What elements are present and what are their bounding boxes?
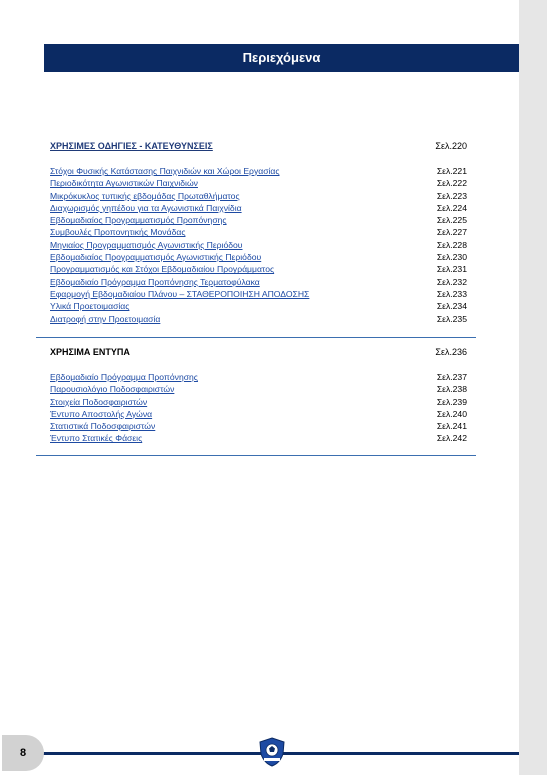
toc-entry[interactable] xyxy=(50,214,468,226)
toc-entry-link[interactable]: Έντυπο Αποστολής Αγώνα xyxy=(50,408,153,419)
viewer-margin xyxy=(519,0,547,775)
toc-entry-page: Σελ.232 xyxy=(436,276,467,287)
toc-list xyxy=(50,371,468,445)
toc-entry-link[interactable]: Διαχωρισμός γηπέδου για τα Αγωνιστικά Παιχνίδια xyxy=(50,202,242,213)
football-club-shield-icon xyxy=(256,736,288,768)
toc-entry[interactable] xyxy=(50,408,468,420)
toc-entry[interactable] xyxy=(50,263,468,275)
toc-entry-link[interactable]: Εφαρμογή Εβδομαδιαίου Πλάνου – ΣΤΑΘΕΡΟΠΟΙΗΣΗ ΑΠΟΔΟΣΗΣ xyxy=(50,288,310,299)
toc-entry[interactable] xyxy=(50,300,468,312)
toc-section-heading xyxy=(50,346,468,358)
toc-section-guidelines xyxy=(50,140,468,325)
toc-heading-page: Σελ.236 xyxy=(435,347,467,357)
toc-entry-link[interactable]: Μηνιαίος Προγραμματισμός Αγωνιστικής Περιόδου xyxy=(50,239,243,250)
toc-entry[interactable] xyxy=(50,276,468,288)
toc-entry[interactable] xyxy=(50,177,468,189)
page-number-badge: 8 xyxy=(2,735,44,771)
toc-entry-link[interactable]: Παρουσιολόγιο Ποδοσφαιριστών xyxy=(50,384,175,395)
toc-entry-page: Σελ.237 xyxy=(436,372,467,382)
toc-entry-link[interactable]: Στόχοι Φυσικής Κατάστασης Παιχνιδιών και Χώροι Εργασίας xyxy=(50,166,280,176)
toc-entry-link[interactable]: Στοιχεία Ποδοσφαιριστών xyxy=(50,396,148,407)
toc-entry[interactable] xyxy=(50,432,468,444)
toc-entry-page: Σελ.221 xyxy=(436,166,467,176)
toc-entry[interactable] xyxy=(50,239,468,251)
page-title: Περιεχόμενα xyxy=(44,44,519,72)
toc-entry[interactable] xyxy=(50,371,468,383)
toc-entry-link[interactable]: Μικρόκυκλος τυπικής εβδομάδας Πρωταθλήματος xyxy=(50,190,240,201)
toc-entry[interactable] xyxy=(50,190,468,202)
toc-entry-page: Σελ.222 xyxy=(436,178,467,189)
toc-entry-page: Σελ.228 xyxy=(436,239,467,250)
toc-entry[interactable] xyxy=(50,202,468,214)
toc-list xyxy=(50,165,468,325)
section-divider xyxy=(36,455,476,456)
toc-entry-page: Σελ.240 xyxy=(436,408,467,419)
toc-entry-page: Σελ.241 xyxy=(436,421,467,432)
toc-entry-link[interactable]: Στατιστικά Ποδοσφαιριστών xyxy=(50,421,156,432)
toc-heading-label[interactable]: ΧΡΗΣΙΜΕΣ ΟΔΗΓΙΕΣ - ΚΑΤΕΥΘΥΝΣΕΙΣ xyxy=(50,141,213,151)
toc-entry-page: Σελ.234 xyxy=(436,301,467,312)
toc-heading-label: ΧΡΗΣΙΜΑ ΕΝΤΥΠΑ xyxy=(50,347,130,357)
toc-entry-link[interactable]: Εβδομαδιαίος Προγραμματισμός Αγωνιστικής Περιόδου xyxy=(50,252,262,263)
toc-entry-link[interactable]: Εβδομαδιαίος Προγραμματισμός Προπόνησης xyxy=(50,215,227,226)
toc-entry-page: Σελ.235 xyxy=(436,313,467,324)
toc-entry-link[interactable]: Διατροφή στην Προετοιμασία xyxy=(50,313,161,324)
toc-entry[interactable] xyxy=(50,313,468,325)
toc-entry-page: Σελ.233 xyxy=(436,288,467,299)
toc-entry-page: Σελ.238 xyxy=(436,384,467,395)
toc-entry-link[interactable]: Περιοδικότητα Αγωνιστικών Παιχνιδιών xyxy=(50,178,198,189)
toc-entry-link[interactable]: Εβδομαδιαίο Πρόγραμμα Προπόνησης Τερματοφύλακα xyxy=(50,276,260,287)
toc-entry[interactable] xyxy=(50,226,468,238)
toc-entry[interactable] xyxy=(50,396,468,408)
toc-heading-page: Σελ.220 xyxy=(435,141,467,151)
toc-entry-page: Σελ.242 xyxy=(436,433,467,444)
toc-entry-link[interactable]: Εβδομαδιαίο Πρόγραμμα Προπόνησης xyxy=(50,372,198,382)
toc-entry-link[interactable]: Συμβουλές Προπονητικής Μονάδας xyxy=(50,227,186,238)
toc-entry[interactable] xyxy=(50,165,468,177)
toc-entry-page: Σελ.231 xyxy=(436,264,467,275)
toc-entry-page: Σελ.225 xyxy=(436,215,467,226)
toc-entry-page: Σελ.230 xyxy=(436,252,467,263)
toc-entry-page: Σελ.223 xyxy=(436,190,467,201)
toc-entry-link[interactable]: Έντυπο Στατικές Φάσεις xyxy=(50,433,143,444)
toc-entry-page: Σελ.224 xyxy=(436,202,467,213)
toc-entry-link[interactable]: Υλικά Προετοιμασίας xyxy=(50,301,130,312)
toc-section-forms xyxy=(50,346,468,445)
toc-entry-link[interactable]: Προγραμματισμός και Στόχοι Εβδομαδιαίου Προγράμματος xyxy=(50,264,275,275)
toc-entry-page: Σελ.239 xyxy=(436,396,467,407)
toc-entry[interactable] xyxy=(50,383,468,395)
toc-entry[interactable] xyxy=(50,288,468,300)
toc-entry-page: Σελ.227 xyxy=(436,227,467,238)
toc-section-heading[interactable] xyxy=(50,140,468,152)
section-divider xyxy=(36,337,476,338)
toc-entry[interactable] xyxy=(50,420,468,432)
toc-entry[interactable] xyxy=(50,251,468,263)
